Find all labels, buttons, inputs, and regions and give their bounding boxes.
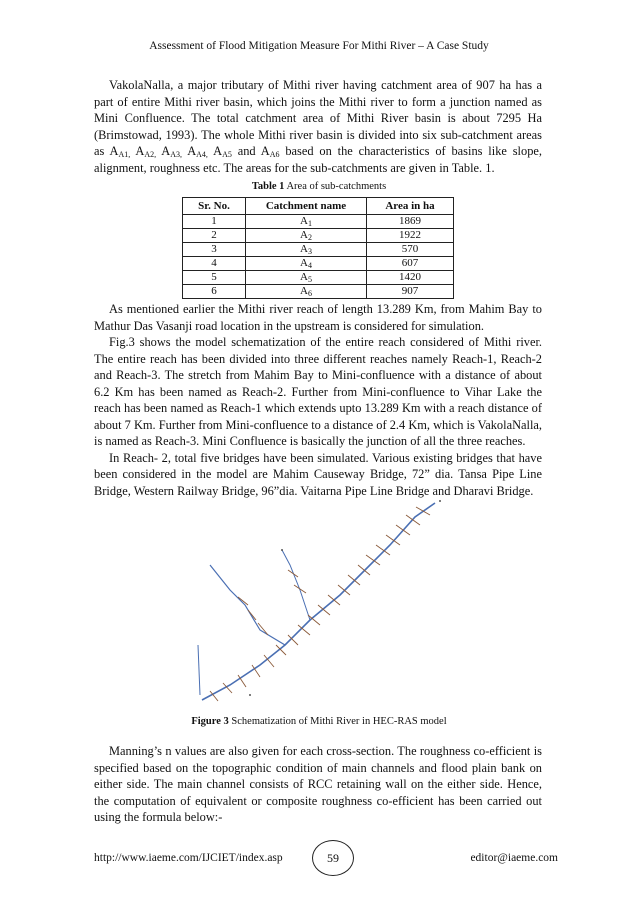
cell-catchment: $A_3$ bbox=[246, 243, 367, 257]
cell-sr: 3 bbox=[183, 243, 246, 257]
footer-email[interactable]: editor@iaeme.com bbox=[470, 852, 558, 864]
area-label-2: $A_{A2,}$ bbox=[135, 144, 157, 159]
cell-area: 570 bbox=[367, 243, 454, 257]
para3: Manning’s n values are also given for each cross-section. The roughness co-efficient is specified based on the topographic condition of main channels and flood plain bank on either side. The main channel consists of RCC retaining wall on the either side. Hence, the computation of equivalent or composite roughness co-efficient has been carried out using the formula below:- bbox=[94, 744, 542, 824]
para2a: As mentioned earlier the Mithi river reach of length 13.289 Km, from Mahim Bay to Mathur Das Vasanji road location in the upstream is considered for simulation. bbox=[94, 302, 542, 333]
paragraph-reaches bbox=[94, 301, 542, 499]
figure-schematization bbox=[190, 495, 458, 707]
paragraph-manning bbox=[94, 743, 542, 826]
cell-catchment: $A_1$ bbox=[246, 215, 367, 229]
para1-tail: based on the characteristics of basins like slope, alignment, roughness etc. The areas for the sub-catchments are given in Table. 1. bbox=[94, 144, 542, 175]
para2c: In Reach- 2, total five bridges have been simulated. Various existing bridges that have been considered in the model are Mahim Causeway Bridge, 72” dia. Tansa Pipe Line Bridge, Western Railway Bridge, 96”dia. Vaitarna Pipe Line Bridge and Dharavi Bridge. bbox=[94, 450, 542, 498]
cell-sr: 1 bbox=[183, 215, 246, 229]
cell-area: 1922 bbox=[367, 229, 454, 243]
running-title: Assessment of Flood Mitigation Measure For Mithi River – A Case Study bbox=[149, 40, 489, 52]
table-caption: Table 1 Area of sub-catchments bbox=[251, 181, 387, 192]
table-row bbox=[183, 271, 454, 285]
area-label-3: $A_{A3,}$ bbox=[161, 144, 183, 159]
table-body bbox=[183, 215, 454, 299]
area-label-6: $A_{A6}$ bbox=[260, 144, 280, 159]
table-row bbox=[183, 215, 454, 229]
cell-sr: 6 bbox=[183, 285, 246, 299]
cell-area: 1420 bbox=[367, 271, 454, 285]
table-header-row bbox=[183, 198, 454, 215]
cell-sr: 2 bbox=[183, 229, 246, 243]
cell-catchment: $A_6$ bbox=[246, 285, 367, 299]
col-header-area: Area in ha bbox=[367, 198, 454, 215]
cell-area: 1869 bbox=[367, 215, 454, 229]
figure-caption: Figure 3 Schematization of Mithi River in HEC-RAS model bbox=[191, 716, 447, 727]
col-header-name: Catchment name bbox=[246, 198, 367, 215]
table-row bbox=[183, 229, 454, 243]
cell-catchment: $A_2$ bbox=[246, 229, 367, 243]
paragraph-catchment: VakolaNalla, a major tributary of Mithi river having catchment area of 907 ha has a part of entire Mithi river basin, which joins the Mithi river to form a junction named as Mini Confluence. The total catchment area of Mithi River basin is about 7295 Ha (Brimstowad, 1993). The whole Mithi river basin is divided into six sub-catchment areas as $A_{A1,}$ $A_{A2,}$ $A_{A3,}$ $A_{A4,}$ $A_{A5}$ and $A_{A6}$ based on the characteristics of basins like slope, alignment, roughness etc. The areas for the sub-catchments are given in Table. 1. bbox=[94, 78, 542, 175]
cell-area: 907 bbox=[367, 285, 454, 299]
area-sub: A1, bbox=[118, 150, 131, 159]
footer-url[interactable]: http://www.iaeme.com/IJCIET/index.asp bbox=[94, 852, 283, 864]
table-row bbox=[183, 285, 454, 299]
cell-sr: 4 bbox=[183, 257, 246, 271]
page-number-badge: 59 bbox=[312, 840, 354, 876]
table-row bbox=[183, 257, 454, 271]
area-label-1: $A_{A1,}$ bbox=[109, 144, 131, 159]
table-row bbox=[183, 243, 454, 257]
subcatchment-table bbox=[182, 197, 454, 299]
cell-catchment: $A_4$ bbox=[246, 257, 367, 271]
col-header-sr: Sr. No. bbox=[183, 198, 246, 215]
para2b: Fig.3 shows the model schematization of the entire reach considered of Mithi river. The entire reach has been divided into three different reaches namely Reach-1, Reach-2 and Reach-3. The stretch from Mahim Bay to Mini-confluence with a distance of about 6.2 Km has been named as Reach-2. Further from Mini-confluence to Vihar Lake the reach has been named as Reach-1 which extends upto 13.289 Km with a reach distance of about 7 Km. Further from Mini-confluence to a distance of 2.4 Km, which is VakolaNalla, is named as Reach-3. Mini Confluence is basically the junction of all the three reaches. bbox=[94, 335, 542, 448]
cell-area: 607 bbox=[367, 257, 454, 271]
area-label-5: $A_{A5}$ bbox=[213, 144, 232, 159]
cell-catchment: $A_5$ bbox=[246, 271, 367, 285]
river-schematic-image bbox=[190, 495, 458, 707]
cell-sr: 5 bbox=[183, 271, 246, 285]
area-label-4: $A_{A4,}$ bbox=[187, 144, 208, 159]
para1-text: VakolaNalla, a major tributary of Mithi river having catchment area of 907 ha has a part of entire Mithi river basin, which joins the Mithi river to form a junction named as Mini Confluence. The total catchment area of Mithi River basin is about 7295 Ha (Brimstowad, 1993). The whole Mithi river basin is divided into six sub-catchment areas as bbox=[94, 78, 542, 158]
